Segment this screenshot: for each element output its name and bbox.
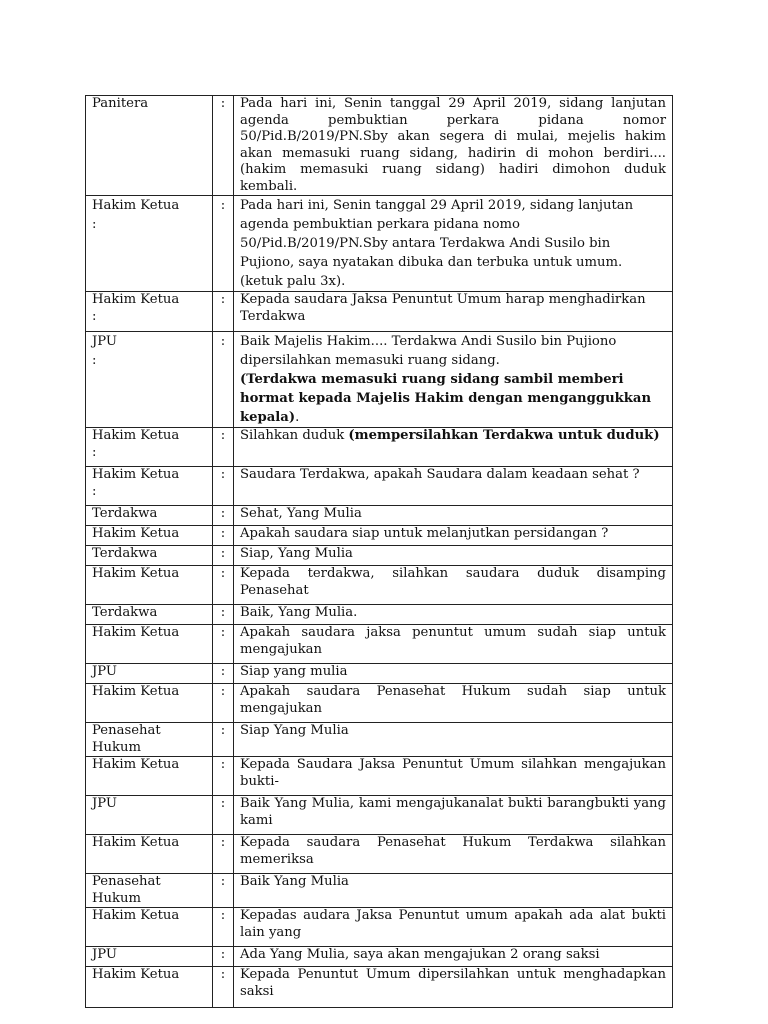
speaker-name: JPU — [92, 796, 118, 811]
speaker-name: Hakim Ketua — [92, 835, 180, 850]
dialogue-text: Kepada Saudara Jaksa Penuntut Umum silahkan mengajukan bukti- — [240, 757, 666, 789]
speaker-colon: : — [92, 353, 97, 368]
dialogue-tail: . — [295, 410, 300, 425]
speaker-name: Hakim Ketua — [92, 625, 180, 640]
dialogue-cell — [234, 874, 673, 908]
colon-cell: : — [213, 874, 234, 908]
speaker-name: JPU — [92, 334, 118, 349]
dialogue-cell — [234, 835, 673, 874]
dialogue-text: Kepada terdakwa, silahkan saudara duduk disamping Penasehat — [240, 566, 666, 598]
dialogue-cell — [234, 757, 673, 796]
colon-cell: : — [213, 723, 234, 757]
dialogue-cell — [234, 526, 673, 546]
dialogue-text: Silahkan duduk — [240, 428, 349, 443]
table-row — [86, 625, 673, 664]
dialogue-text: Baik Yang Mulia, kami mengajukanalat bukti barangbukti yang kami — [240, 796, 666, 828]
dialogue-cell — [234, 625, 673, 664]
colon-cell: : — [213, 96, 234, 196]
speaker-cell — [86, 546, 213, 566]
speaker-cell — [86, 605, 213, 625]
speaker-cell — [86, 967, 213, 1008]
stage-direction: (mempersilahkan Terdakwa untuk duduk) — [348, 428, 660, 443]
speaker-cell — [86, 874, 213, 908]
dialogue-text: Baik Yang Mulia — [240, 874, 349, 889]
dialogue-cell — [234, 292, 673, 332]
dialogue-cell — [234, 908, 673, 947]
dialogue-cell — [234, 467, 673, 506]
colon-cell: : — [213, 664, 234, 684]
colon-cell: : — [213, 546, 234, 566]
speaker-cell — [86, 467, 213, 506]
dialogue-text: Apakah saudara jaksa penuntut umum sudah siap untuk mengajukan — [240, 625, 666, 657]
dialogue-text: Saudara Terdakwa, apakah Saudara dalam keadaan sehat ? — [240, 467, 640, 482]
dialogue-cell — [234, 196, 673, 292]
speaker-name: Penasehat Hukum — [92, 723, 161, 755]
table-row — [86, 467, 673, 506]
dialogue-cell — [234, 967, 673, 1008]
table-row — [86, 908, 673, 947]
colon-cell: : — [213, 428, 234, 467]
dialogue-text: Kepada Penuntut Umum dipersilahkan untuk menghadapkan saksi — [240, 967, 666, 999]
speaker-name: Terdakwa — [92, 546, 158, 561]
speaker-colon: : — [92, 483, 97, 499]
table-row — [86, 664, 673, 684]
table-row — [86, 196, 673, 292]
dialogue-text: Siap yang mulia — [240, 664, 348, 679]
colon-cell: : — [213, 625, 234, 664]
dialogue-cell — [234, 332, 673, 428]
table-row — [86, 292, 673, 332]
table-row — [86, 757, 673, 796]
colon-cell: : — [213, 835, 234, 874]
dialogue-text: Kepada saudara Jaksa Penuntut Umum harap menghadirkan Terdakwa — [240, 292, 646, 324]
speaker-cell — [86, 664, 213, 684]
colon-cell: : — [213, 947, 234, 967]
colon-cell: : — [213, 332, 234, 428]
dialogue-text: Apakah saudara Penasehat Hukum sudah siap untuk mengajukan — [240, 684, 666, 716]
speaker-name: Hakim Ketua — [92, 467, 180, 482]
dialogue-text: Siap Yang Mulia — [240, 723, 349, 738]
speaker-name: Hakim Ketua — [92, 684, 180, 699]
dialogue-text: Kepadas audara Jaksa Penuntut umum apakah ada alat bukti lain yang — [240, 908, 666, 940]
speaker-name: Hakim Ketua — [92, 757, 180, 772]
speaker-cell — [86, 332, 213, 428]
speaker-name: Hakim Ketua — [92, 526, 180, 541]
speaker-cell — [86, 566, 213, 605]
table-row — [86, 796, 673, 835]
dialogue-text: Apakah saudara siap untuk melanjutkan persidangan ? — [240, 526, 609, 541]
table-row — [86, 874, 673, 908]
speaker-cell — [86, 723, 213, 757]
table-row — [86, 947, 673, 967]
speaker-name: Penasehat Hukum — [92, 874, 161, 906]
table-row — [86, 332, 673, 428]
speaker-name: JPU — [92, 947, 118, 962]
speaker-cell — [86, 196, 213, 292]
table-row — [86, 723, 673, 757]
speaker-cell — [86, 796, 213, 835]
colon-cell: : — [213, 467, 234, 506]
speaker-name: Hakim Ketua — [92, 908, 180, 923]
table-row — [86, 835, 673, 874]
dialogue-text: Pada hari ini, Senin tanggal 29 April 2019, sidang lanjutan agenda pembuktian perkara pidana nomo 50/Pid.B/2019/PN.Sby antara Terdakwa Andi Susilo bin Pujiono, saya nyatakan dibuka dan terbuka untuk umum. (ketuk palu 3x). — [240, 198, 634, 289]
speaker-cell — [86, 625, 213, 664]
stage-direction: (Terdakwa memasuki ruang sidang sambil memberi hormat kepada Majelis Hakim dengan menganggukkan kepala) — [240, 372, 652, 425]
dialogue-cell — [234, 684, 673, 723]
speaker-cell — [86, 757, 213, 796]
dialogue-cell — [234, 664, 673, 684]
speaker-name: Terdakwa — [92, 605, 158, 620]
speaker-name: Hakim Ketua — [92, 967, 180, 982]
speaker-cell — [86, 908, 213, 947]
speaker-cell — [86, 506, 213, 526]
dialogue-text: Kepada saudara Penasehat Hukum Terdakwa silahkan memeriksa — [240, 835, 666, 867]
speaker-colon: : — [92, 217, 97, 232]
table-row — [86, 967, 673, 1008]
dialogue-cell — [234, 796, 673, 835]
dialogue-text: Baik, Yang Mulia. — [240, 605, 358, 620]
dialogue-cell — [234, 566, 673, 605]
speaker-name: Terdakwa — [92, 506, 158, 521]
colon-cell: : — [213, 526, 234, 546]
speaker-cell — [86, 947, 213, 967]
speaker-cell — [86, 428, 213, 467]
dialogue-cell — [234, 605, 673, 625]
table-row — [86, 428, 673, 467]
dialogue-text: Siap, Yang Mulia — [240, 546, 353, 561]
table-row — [86, 526, 673, 546]
dialogue-text: Sehat, Yang Mulia — [240, 506, 362, 521]
dialogue-text: Ada Yang Mulia, saya akan mengajukan 2 orang saksi — [240, 947, 600, 962]
dialogue-cell — [234, 428, 673, 467]
speaker-colon: : — [92, 444, 97, 460]
speaker-name: Hakim Ketua — [92, 292, 180, 307]
speaker-cell — [86, 526, 213, 546]
table-row — [86, 605, 673, 625]
speaker-colon: : — [92, 308, 97, 324]
colon-cell: : — [213, 908, 234, 947]
dialogue-cell — [234, 947, 673, 967]
speaker-cell — [86, 684, 213, 723]
table-row — [86, 566, 673, 605]
speaker-name: Hakim Ketua — [92, 428, 180, 443]
dialogue-text: Baik Majelis Hakim.... Terdakwa Andi Susilo bin Pujiono dipersilahkan memasuki ruang sidang. — [240, 334, 617, 368]
speaker-name: Hakim Ketua — [92, 566, 180, 581]
dialogue-cell — [234, 96, 673, 196]
dialogue-cell — [234, 506, 673, 526]
colon-cell: : — [213, 566, 234, 605]
colon-cell: : — [213, 292, 234, 332]
colon-cell: : — [213, 605, 234, 625]
dialogue-cell — [234, 546, 673, 566]
colon-cell: : — [213, 757, 234, 796]
table-row — [86, 684, 673, 723]
speaker-cell — [86, 835, 213, 874]
table-row — [86, 96, 673, 196]
speaker-name: Panitera — [92, 96, 149, 111]
colon-cell: : — [213, 967, 234, 1008]
colon-cell: : — [213, 684, 234, 723]
transcript-table — [85, 95, 673, 1008]
dialogue-cell — [234, 723, 673, 757]
dialogue-text: Pada hari ini, Senin tanggal 29 April 2019, sidang lanjutan agenda pembuktian perkara pidana nomor 50/Pid.B/2019/PN.Sby akan segera di mulai, mejelis hakim akan memasuki ruang sidang, hadirin di mohon berdiri.... (hakim memasuki ruang sidang) hadiri dimohon duduk kembali. — [240, 96, 666, 194]
colon-cell: : — [213, 796, 234, 835]
speaker-cell — [86, 96, 213, 196]
table-row — [86, 546, 673, 566]
colon-cell: : — [213, 506, 234, 526]
speaker-cell — [86, 292, 213, 332]
speaker-name: JPU — [92, 664, 118, 679]
speaker-name: Hakim Ketua — [92, 198, 180, 213]
colon-cell: : — [213, 196, 234, 292]
table-row — [86, 506, 673, 526]
